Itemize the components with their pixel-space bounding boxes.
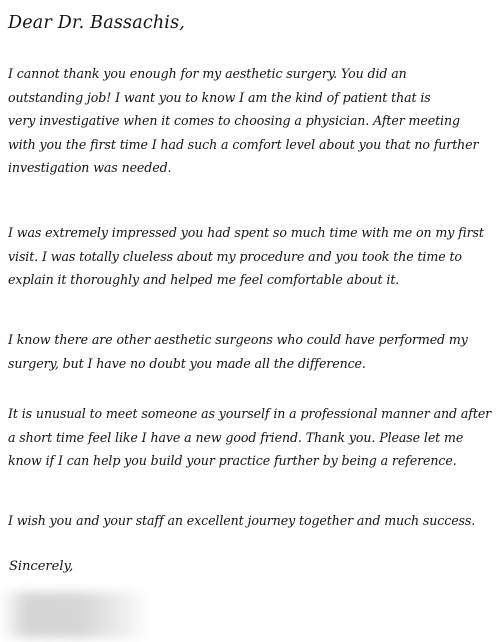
paragraph-4 <box>8 402 494 473</box>
paragraph-line: know if I can help you build your practice further by being a reference. <box>8 453 457 469</box>
paragraph-line: I wish you and your staff an excellent journey together and much success. <box>8 513 476 528</box>
paragraph-line: very investigative when it comes to choosing a physician. After meeting <box>8 113 460 129</box>
paragraph-line: It is unusual to meet someone as yourself in a professional manner and after <box>8 406 492 421</box>
closing: Sincerely, <box>9 559 74 574</box>
paragraph-5 <box>8 509 494 533</box>
paragraph-1 <box>8 62 494 180</box>
paragraph-line: I cannot thank you enough for my aesthetic surgery. You did an <box>8 66 407 81</box>
paragraph-line: I know there are other aesthetic surgeons who could have performed my <box>8 332 468 347</box>
paragraph-line: a short time feel like I have a new good friend. Thank you. Please let me <box>8 429 464 445</box>
paragraph-line: with you the first time I had such a comfort level about you that no further <box>8 136 479 152</box>
paragraph-line: visit. I was totally clueless about my procedure and you took the time to <box>8 248 462 264</box>
paragraph-line: outstanding job! I want you to know I am the kind of patient that is <box>8 89 431 105</box>
paragraph-line: investigation was needed. <box>8 160 172 176</box>
redacted-signature <box>0 592 150 638</box>
paragraph-2 <box>8 221 494 292</box>
paragraph-line: surgery, but I have no doubt you made all the difference. <box>8 355 366 371</box>
paragraph-line: explain it thoroughly and helped me feel comfortable about it. <box>8 272 400 288</box>
salutation: Dear Dr. Bassachis, <box>8 13 186 33</box>
paragraph-line: I was extremely impressed you had spent so much time with me on my first <box>8 225 484 240</box>
paragraph-3 <box>8 328 494 375</box>
